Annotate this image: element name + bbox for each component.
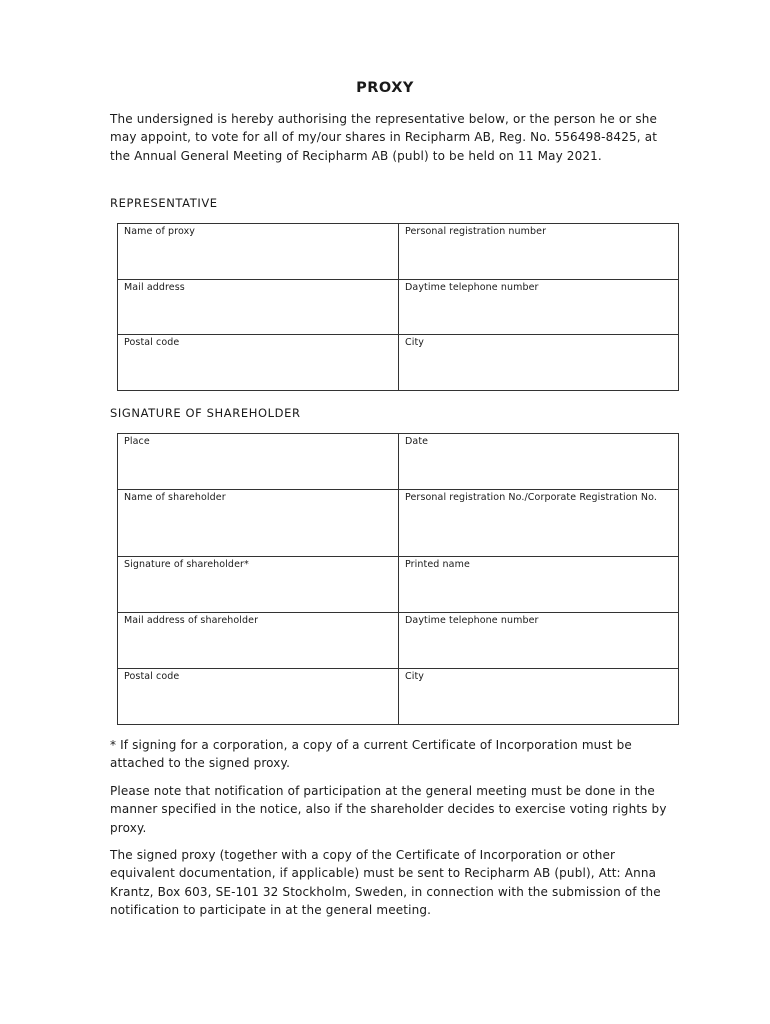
shareholder-row bbox=[118, 434, 679, 490]
date-field[interactable]: Date bbox=[399, 434, 679, 490]
representative-row bbox=[118, 280, 679, 335]
shareholder-city-field[interactable]: City bbox=[399, 669, 679, 725]
shareholder-daytime-telephone-field[interactable]: Daytime telephone number bbox=[399, 613, 679, 669]
shareholder-mail-address-field[interactable]: Mail address of shareholder bbox=[118, 613, 399, 669]
mail-address-field[interactable]: Mail address bbox=[118, 280, 399, 335]
shareholder-row bbox=[118, 669, 679, 725]
personal-registration-number-field[interactable]: Personal registration number bbox=[399, 224, 679, 280]
shareholder-table bbox=[117, 433, 679, 725]
printed-name-field[interactable]: Printed name bbox=[399, 557, 679, 613]
instructions-paragraph: The signed proxy (together with a copy of the Certificate of Incorporation or other equivalent documentation, if applicable) must be sent to Recipharm AB (publ), Att: Anna Krantz, Box 603, SE-101 32 Stockholm, Sweden, in connection with the submission of the notification to participate in at the general meeting. bbox=[110, 848, 661, 917]
shareholder-row bbox=[118, 557, 679, 613]
name-of-proxy-field[interactable]: Name of proxy bbox=[118, 224, 399, 280]
city-field[interactable]: City bbox=[399, 335, 679, 391]
document-title: PROXY bbox=[356, 80, 414, 96]
shareholder-heading: SIGNATURE OF SHAREHOLDER bbox=[110, 406, 301, 420]
shareholder-row bbox=[118, 613, 679, 669]
representative-heading: REPRESENTATIVE bbox=[110, 196, 218, 210]
signature-of-shareholder-field[interactable]: Signature of shareholder* bbox=[118, 557, 399, 613]
representative-row bbox=[118, 224, 679, 280]
representative-row bbox=[118, 335, 679, 391]
shareholder-postal-code-field[interactable]: Postal code bbox=[118, 669, 399, 725]
shareholder-row bbox=[118, 490, 679, 557]
note-paragraph: Please note that notification of participation at the general meeting must be done in the manner specified in the notice, also if the shareholder decides to exercise voting rights by proxy. bbox=[110, 784, 667, 835]
postal-code-field[interactable]: Postal code bbox=[118, 335, 399, 391]
representative-table bbox=[117, 223, 679, 391]
registration-number-field[interactable]: Personal registration No./Corporate Registration No. bbox=[399, 490, 679, 557]
place-field[interactable]: Place bbox=[118, 434, 399, 490]
footnote-paragraph: * If signing for a corporation, a copy of a current Certificate of Incorporation must be attached to the signed proxy. bbox=[110, 738, 632, 771]
daytime-telephone-field[interactable]: Daytime telephone number bbox=[399, 280, 679, 335]
intro-paragraph: The undersigned is hereby authorising the representative below, or the person he or she may appoint, to vote for all of my/our shares in Recipharm AB, Reg. No. 556498-8425, at the Annual General Meeting of Recipharm AB (publ) to be held on 11 May 2021. bbox=[110, 112, 658, 163]
name-of-shareholder-field[interactable]: Name of shareholder bbox=[118, 490, 399, 557]
